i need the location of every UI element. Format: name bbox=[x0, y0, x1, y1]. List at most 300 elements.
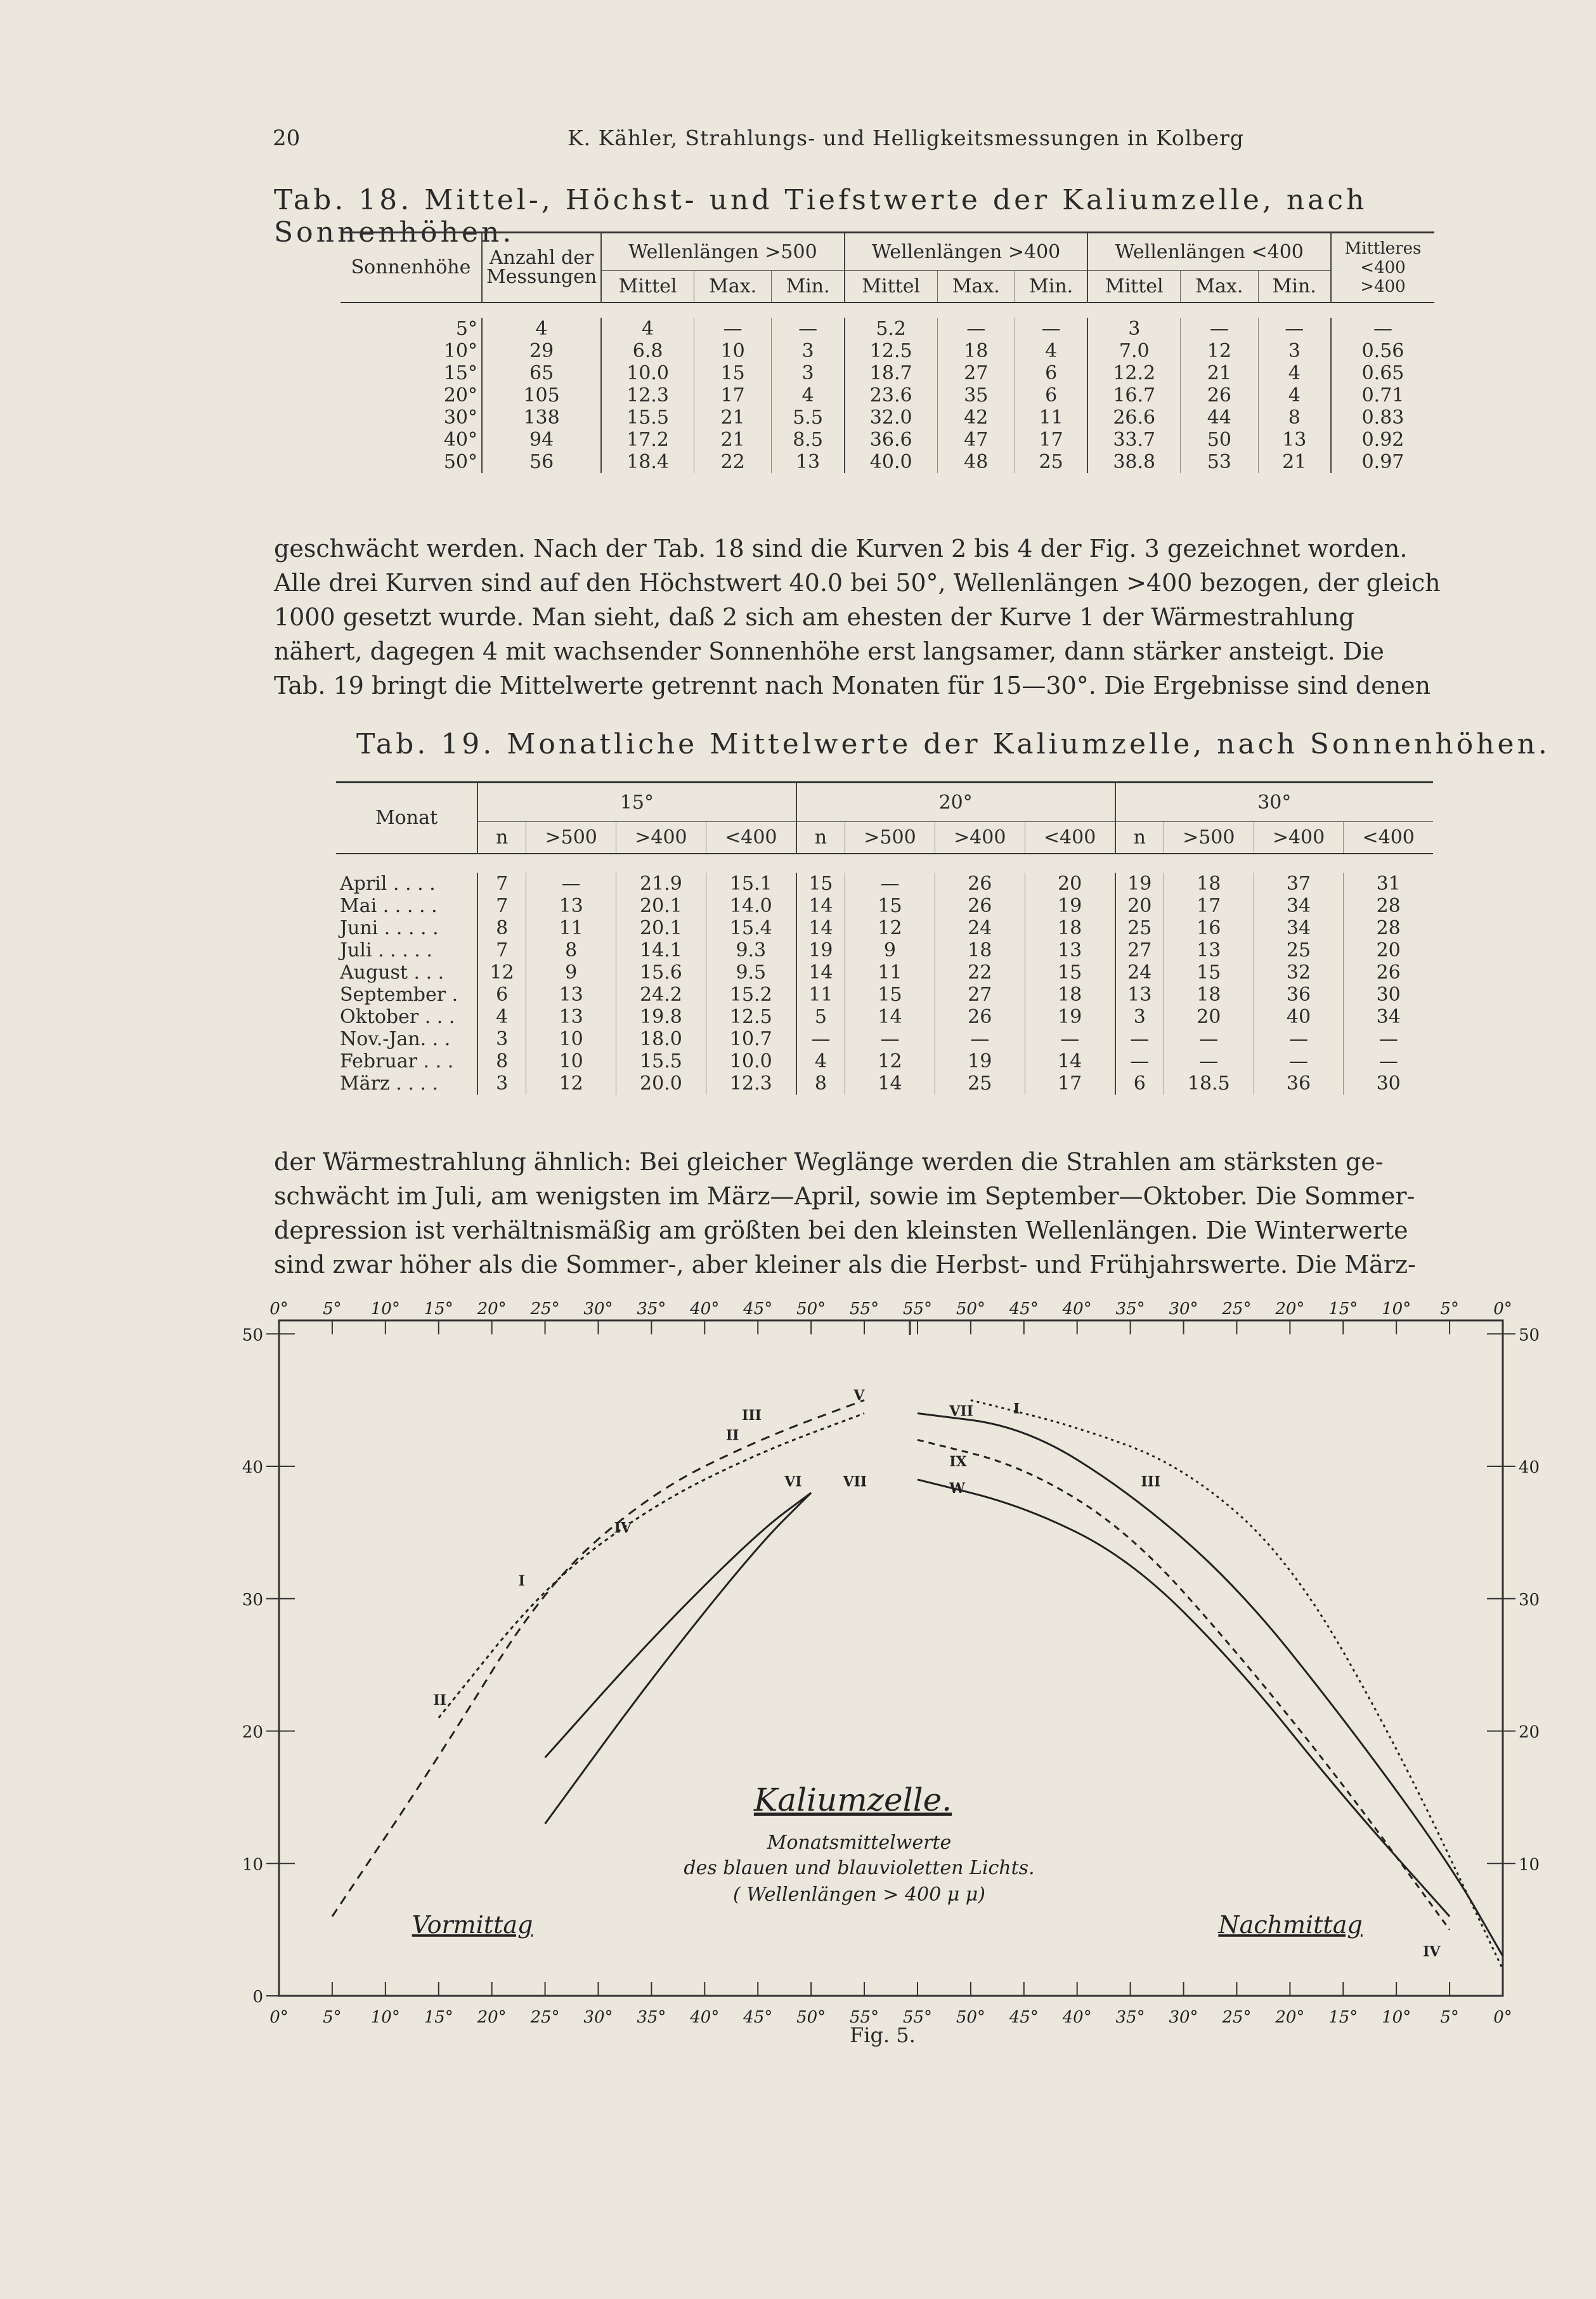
t18-subheader-max: Max. bbox=[937, 271, 1015, 303]
table-cell: 19 bbox=[1025, 895, 1115, 917]
t19-subheader-gt400: >400 bbox=[1254, 822, 1344, 854]
table-cell: 7 bbox=[477, 873, 526, 895]
table-cell: 17 bbox=[1015, 429, 1087, 451]
table-cell: 4 bbox=[1258, 384, 1331, 407]
table-cell: 25 bbox=[1254, 939, 1344, 961]
table-cell: 4 bbox=[477, 1006, 526, 1028]
curve-label: VII bbox=[843, 1473, 867, 1490]
table-cell: 36 bbox=[1254, 1072, 1344, 1095]
t19-header-alt20: 20° bbox=[796, 783, 1115, 822]
table-cell: 27 bbox=[937, 362, 1015, 384]
table-row bbox=[341, 340, 1434, 362]
table-cell: 13 bbox=[1025, 939, 1115, 961]
table-cell: 24 bbox=[935, 917, 1025, 939]
bottom-tick-label: 35° bbox=[1115, 2008, 1145, 2027]
table-cell: 25 bbox=[1015, 451, 1087, 473]
table-cell: 5 bbox=[796, 1006, 845, 1028]
curve-iv-nachmittag- bbox=[971, 1400, 1503, 1970]
table-cell: 0.83 bbox=[1361, 406, 1405, 429]
table-cell: 17 bbox=[694, 384, 772, 407]
t19-header-alt15: 15° bbox=[477, 783, 796, 822]
table-cell: 22 bbox=[694, 451, 772, 473]
top-tick-label: 35° bbox=[1115, 1299, 1145, 1319]
y-tick-label-right: 10 bbox=[1519, 1855, 1540, 1875]
curve-label: III bbox=[742, 1407, 762, 1424]
table-cell: 20.0 bbox=[616, 1072, 706, 1095]
table-cell: 4 bbox=[772, 384, 845, 407]
table-cell: 12.3 bbox=[601, 384, 694, 407]
text-line: Tab. 19 bringt die Mittelwerte getrennt nach Monaten für 15—30°. Die Ergebnisse sind denen bbox=[274, 672, 1431, 700]
table-cell: 48 bbox=[937, 451, 1015, 473]
table-cell: 13 bbox=[1258, 429, 1331, 451]
bottom-tick-label: 5° bbox=[1440, 2008, 1459, 2027]
t18-header-mittleres: Mittleres <400 >400 bbox=[1344, 238, 1422, 296]
top-tick-label: 55° bbox=[902, 1299, 933, 1319]
curve-vii bbox=[545, 1493, 812, 1824]
table-cell: 19.8 bbox=[616, 1006, 706, 1028]
table-cell: 18 bbox=[935, 939, 1025, 961]
table-cell: 94 bbox=[482, 429, 601, 451]
top-tick-label: 55° bbox=[849, 1299, 879, 1319]
table19 bbox=[336, 781, 1433, 1095]
curve-label: V bbox=[853, 1387, 865, 1404]
table-cell: Mai . . . . . bbox=[336, 895, 477, 917]
table19-caption: Tab. 19. Monatliche Mittelwerte der Kaliumzelle, nach Sonnenhöhen. bbox=[356, 728, 1550, 760]
table-cell: 13 bbox=[526, 984, 616, 1006]
table-cell: 42 bbox=[937, 407, 1015, 429]
top-tick-label: 15° bbox=[424, 1299, 453, 1319]
table-cell: 17.2 bbox=[601, 429, 694, 451]
table-cell: 3 bbox=[1115, 1006, 1164, 1028]
table-cell: August . . . bbox=[336, 961, 477, 984]
table-cell: 28 bbox=[1376, 894, 1401, 917]
table-cell: Juni . . . . . bbox=[336, 917, 477, 939]
table-cell: 138 bbox=[482, 407, 601, 429]
table-cell: 14 bbox=[796, 917, 845, 939]
label-afternoon: Nachmittag bbox=[1218, 1911, 1363, 1939]
table-cell: — bbox=[1164, 1050, 1254, 1072]
table-cell: 21 bbox=[694, 407, 772, 429]
table-cell: 19 bbox=[1025, 1006, 1115, 1028]
bottom-tick-label: 50° bbox=[796, 2008, 826, 2027]
bottom-tick-label: 55° bbox=[849, 2008, 879, 2027]
table-cell: 18 bbox=[1025, 917, 1115, 939]
table-cell: 26 bbox=[935, 1006, 1025, 1028]
table-cell: 7 bbox=[477, 939, 526, 961]
t19-subheader-gt400: >400 bbox=[935, 822, 1025, 854]
bottom-tick-label: 15° bbox=[424, 2008, 453, 2027]
paragraph-2 bbox=[274, 1145, 1491, 1282]
table-cell: 18 bbox=[1164, 984, 1254, 1006]
table-cell: 19 bbox=[1115, 873, 1164, 895]
t18-subheader-max: Max. bbox=[694, 271, 772, 303]
table-cell: 24.2 bbox=[616, 984, 706, 1006]
table-cell: 36 bbox=[1254, 984, 1344, 1006]
bottom-tick-label: 40° bbox=[1062, 2008, 1092, 2027]
top-tick-label: 25° bbox=[530, 1299, 560, 1319]
bottom-tick-label: 0° bbox=[269, 2008, 289, 2027]
t19-subheader-lt400: <400 bbox=[1025, 822, 1115, 854]
table-cell: 32.0 bbox=[845, 407, 937, 429]
table-cell: 13 bbox=[772, 451, 845, 473]
curve-label: I bbox=[1013, 1400, 1020, 1417]
table-cell: Nov.-Jan. . . bbox=[336, 1028, 477, 1050]
table-cell: 10.0 bbox=[601, 362, 694, 384]
table-cell: 32 bbox=[1254, 961, 1344, 984]
table-cell: 4 bbox=[1258, 362, 1331, 384]
table-cell: 53 bbox=[1181, 451, 1258, 473]
bottom-tick-label: 55° bbox=[902, 2008, 933, 2027]
table-cell: 15.6 bbox=[616, 961, 706, 984]
table-cell: 19 bbox=[796, 939, 845, 961]
table-cell: 18.4 bbox=[601, 451, 694, 473]
table-cell: 11 bbox=[526, 917, 616, 939]
table-cell: 11 bbox=[1015, 407, 1087, 429]
table-cell: 26 bbox=[935, 873, 1025, 895]
table-cell: — bbox=[1115, 1028, 1164, 1050]
table-cell: 20.1 bbox=[616, 917, 706, 939]
curve-ii-nachmittag- bbox=[918, 1440, 1450, 1929]
table-cell: Juli . . . . . bbox=[336, 939, 477, 961]
top-tick-label: 10° bbox=[1382, 1299, 1411, 1319]
table-cell: 26 bbox=[1376, 961, 1401, 984]
table-cell: — bbox=[1015, 318, 1087, 340]
table-cell: 10 bbox=[526, 1028, 616, 1050]
figure-5-chart bbox=[242, 1287, 1540, 2064]
table-cell: 6 bbox=[1115, 1072, 1164, 1095]
chart-subtitle-3: ( Wellenlängen > 400 μ μ) bbox=[733, 1884, 985, 1906]
table-cell: 18.0 bbox=[616, 1028, 706, 1050]
table-cell: 28 bbox=[1376, 916, 1401, 939]
table-cell: — bbox=[526, 873, 616, 895]
table-row bbox=[336, 1050, 1433, 1072]
curve-label: IV bbox=[614, 1520, 632, 1537]
table-cell: 40° bbox=[341, 429, 482, 451]
table-cell: 18 bbox=[1025, 984, 1115, 1006]
table-cell: 0.65 bbox=[1361, 361, 1405, 384]
table-cell: 4 bbox=[482, 318, 601, 340]
t19-subheader-n: n bbox=[1115, 822, 1164, 854]
table-cell: — bbox=[796, 1028, 845, 1050]
table-cell: — bbox=[694, 318, 772, 340]
bottom-tick-label: 40° bbox=[690, 2008, 720, 2027]
text-line: Alle drei Kurven sind auf den Höchstwert 40.0 bei 50°, Wellenlängen >400 bezogen, der gleich bbox=[274, 569, 1441, 597]
table-cell: 8 bbox=[477, 1050, 526, 1072]
table18-caption: Tab. 18. Mittel-, Höchst- und Tiefstwerte der Kaliumzelle, nach Sonnenhöhen. bbox=[274, 184, 1368, 249]
y-tick-label-right: 30 bbox=[1519, 1590, 1540, 1610]
table-cell: 15.4 bbox=[706, 917, 796, 939]
table-cell: 20.1 bbox=[616, 895, 706, 917]
bottom-tick-label: 45° bbox=[743, 2008, 773, 2027]
table-row bbox=[336, 873, 1433, 895]
top-tick-label: 25° bbox=[1222, 1299, 1252, 1319]
table-cell: 18.7 bbox=[845, 362, 937, 384]
table-cell: 14 bbox=[845, 1006, 935, 1028]
t18-subheader-max: Max. bbox=[1181, 271, 1258, 303]
table-cell: 20 bbox=[1376, 939, 1401, 961]
t18-header-group1: Wellenlängen >500 bbox=[601, 233, 845, 271]
table-cell: — bbox=[935, 1028, 1025, 1050]
table-cell: 15 bbox=[845, 984, 935, 1006]
bottom-tick-label: 5° bbox=[323, 2008, 342, 2027]
table-cell: 6 bbox=[1015, 384, 1087, 407]
t18-subheader-min: Min. bbox=[772, 271, 845, 303]
table-cell: 11 bbox=[796, 984, 845, 1006]
table-cell: 10 bbox=[526, 1050, 616, 1072]
t19-header-alt30: 30° bbox=[1115, 783, 1433, 822]
table-cell: Oktober . . . bbox=[336, 1006, 477, 1028]
table-cell: 10 bbox=[694, 340, 772, 362]
table-cell: 30 bbox=[1376, 983, 1401, 1006]
table-cell: 23.6 bbox=[845, 384, 937, 407]
table-cell: 15 bbox=[694, 362, 772, 384]
table-cell: — bbox=[937, 318, 1015, 340]
table-cell: 38.8 bbox=[1087, 451, 1180, 473]
table-cell: 3 bbox=[1087, 318, 1180, 340]
table-cell: 37 bbox=[1254, 873, 1344, 895]
table-cell: 56 bbox=[482, 451, 601, 473]
table-cell: — bbox=[1164, 1028, 1254, 1050]
table-cell: — bbox=[1258, 318, 1331, 340]
table-cell: 15.2 bbox=[706, 984, 796, 1006]
bottom-tick-label: 35° bbox=[637, 2008, 666, 2027]
table-cell: 14 bbox=[1025, 1050, 1115, 1072]
bottom-tick-label: 15° bbox=[1328, 2008, 1358, 2027]
table-row bbox=[336, 917, 1433, 939]
table-cell: 3 bbox=[477, 1072, 526, 1095]
table-cell: 25 bbox=[1115, 917, 1164, 939]
table-row bbox=[336, 1028, 1433, 1050]
table-cell: 14.0 bbox=[706, 895, 796, 917]
table-cell: 20° bbox=[341, 384, 482, 407]
table-cell: 12.5 bbox=[845, 340, 937, 362]
table-cell: 26 bbox=[935, 895, 1025, 917]
table-cell: — bbox=[1181, 318, 1258, 340]
table-cell: 18.5 bbox=[1164, 1072, 1254, 1095]
table-cell: 11 bbox=[845, 961, 935, 984]
table-cell: 12 bbox=[845, 917, 935, 939]
table-cell: 0.56 bbox=[1361, 339, 1405, 362]
table-row bbox=[336, 895, 1433, 917]
table-cell: 21 bbox=[694, 429, 772, 451]
table-cell: 5° bbox=[341, 318, 482, 340]
table-cell: 26 bbox=[1181, 384, 1258, 407]
table-cell: 47 bbox=[937, 429, 1015, 451]
top-tick-label: 40° bbox=[1062, 1299, 1092, 1319]
table-cell: — bbox=[1115, 1050, 1164, 1072]
bottom-tick-label: 50° bbox=[956, 2008, 985, 2027]
top-tick-label: 30° bbox=[583, 1299, 613, 1319]
curve-label: II bbox=[433, 1691, 446, 1709]
top-tick-label: 15° bbox=[1328, 1299, 1358, 1319]
chart-subtitle-1: Monatsmittelwerte bbox=[767, 1832, 952, 1854]
table-cell: — bbox=[1254, 1028, 1344, 1050]
bottom-tick-label: 10° bbox=[1382, 2008, 1411, 2027]
y-tick-label-left: 50 bbox=[242, 1325, 263, 1345]
table-row bbox=[341, 451, 1434, 473]
bottom-tick-label: 30° bbox=[1169, 2008, 1198, 2027]
running-title: K. Kähler, Strahlungs- und Helligkeitsmessungen in Kolberg bbox=[568, 126, 1244, 150]
table-cell: 20 bbox=[1025, 873, 1115, 895]
y-tick-label-right: 20 bbox=[1519, 1723, 1540, 1742]
top-tick-label: 5° bbox=[323, 1299, 342, 1319]
text-line: depression ist verhältnismäßig am größten bei den kleinsten Wellenlängen. Die Winterwerte bbox=[274, 1216, 1408, 1244]
table-row bbox=[341, 384, 1434, 407]
table-cell: 27 bbox=[935, 984, 1025, 1006]
table-cell: 12 bbox=[477, 961, 526, 984]
table-cell: 8 bbox=[477, 917, 526, 939]
table18 bbox=[341, 231, 1434, 473]
table-cell: 24 bbox=[1115, 961, 1164, 984]
table-cell: 20 bbox=[1164, 1006, 1254, 1028]
table-cell: 0.97 bbox=[1361, 450, 1405, 473]
label-morning: Vormittag bbox=[412, 1911, 533, 1939]
table-cell: 4 bbox=[796, 1050, 845, 1072]
t19-subheader-gt500: >500 bbox=[526, 822, 616, 854]
curve-label: II bbox=[725, 1427, 739, 1444]
table-cell: — bbox=[1379, 1027, 1398, 1050]
table-row bbox=[336, 939, 1433, 961]
table-cell: — bbox=[1379, 1050, 1398, 1072]
top-tick-label: 35° bbox=[637, 1299, 666, 1319]
table-cell: 15.1 bbox=[706, 873, 796, 895]
bottom-tick-label: 20° bbox=[477, 2008, 507, 2027]
text-line: nähert, dagegen 4 mit wachsender Sonnenhöhe erst langsamer, dann stärker ansteigt. Die bbox=[274, 637, 1385, 665]
curve-label: IX bbox=[949, 1454, 967, 1471]
bottom-tick-label: 0° bbox=[1493, 2008, 1512, 2027]
curve-iii bbox=[439, 1414, 864, 1718]
table-cell: 40 bbox=[1254, 1006, 1344, 1028]
table-cell: 9.3 bbox=[706, 939, 796, 961]
table-cell: 34 bbox=[1376, 1005, 1401, 1028]
t19-subheader-gt500: >500 bbox=[1164, 822, 1254, 854]
table-cell: 13 bbox=[1115, 984, 1164, 1006]
bottom-tick-label: 25° bbox=[1222, 2008, 1252, 2027]
table-cell: 15 bbox=[1164, 961, 1254, 984]
table-cell: 30 bbox=[1376, 1072, 1401, 1095]
bottom-tick-label: 20° bbox=[1275, 2008, 1305, 2027]
table-cell: 27 bbox=[1115, 939, 1164, 961]
table-cell: 5.5 bbox=[772, 407, 845, 429]
table-cell: 12 bbox=[845, 1050, 935, 1072]
table-cell: 6.8 bbox=[601, 340, 694, 362]
table-cell: 29 bbox=[482, 340, 601, 362]
top-tick-label: 0° bbox=[269, 1299, 289, 1319]
table-cell: 7.0 bbox=[1087, 340, 1180, 362]
bottom-tick-label: 30° bbox=[583, 2008, 613, 2027]
table-cell: 10.7 bbox=[706, 1028, 796, 1050]
table-cell: 12.5 bbox=[706, 1006, 796, 1028]
t19-subheader-n: n bbox=[477, 822, 526, 854]
t18-subheader-min: Min. bbox=[1015, 271, 1087, 303]
chart-subtitle-2: des blauen und blauvioletten Lichts. bbox=[684, 1857, 1035, 1879]
table-cell: 15 bbox=[796, 873, 845, 895]
table-cell: 8.5 bbox=[772, 429, 845, 451]
table-cell: 14.1 bbox=[616, 939, 706, 961]
table-cell: 4 bbox=[1015, 340, 1087, 362]
page-number: 20 bbox=[273, 126, 301, 151]
table-cell: 0.92 bbox=[1361, 428, 1405, 451]
table-cell: 50 bbox=[1181, 429, 1258, 451]
table-cell: 31 bbox=[1376, 872, 1401, 895]
table-cell: 4 bbox=[601, 318, 694, 340]
table-cell: 15 bbox=[845, 895, 935, 917]
y-tick-label-left: 40 bbox=[242, 1458, 263, 1478]
text-line: der Wärmestrahlung ähnlich: Bei gleicher Weglänge werden die Strahlen am stärksten ge- bbox=[274, 1148, 1384, 1176]
table-cell: 0.71 bbox=[1361, 384, 1405, 407]
t18-header-group3: Wellenlängen <400 bbox=[1087, 233, 1331, 271]
table-cell: — bbox=[1025, 1028, 1115, 1050]
table-cell: 22 bbox=[935, 961, 1025, 984]
table-row bbox=[341, 362, 1434, 384]
t18-subheader-min: Min. bbox=[1258, 271, 1331, 303]
table-cell: — bbox=[772, 318, 845, 340]
table-cell: 65 bbox=[482, 362, 601, 384]
top-tick-label: 20° bbox=[1275, 1299, 1305, 1319]
table-row bbox=[341, 318, 1434, 340]
table-cell: 6 bbox=[477, 984, 526, 1006]
table-cell: 19 bbox=[935, 1050, 1025, 1072]
y-tick-label-left: 20 bbox=[242, 1723, 263, 1742]
t19-subheader-n: n bbox=[796, 822, 845, 854]
table-cell: 9 bbox=[845, 939, 935, 961]
table-cell: 12 bbox=[1181, 340, 1258, 362]
table-cell: 3 bbox=[1258, 340, 1331, 362]
table-cell: April . . . . bbox=[336, 873, 477, 895]
table-cell: 50° bbox=[341, 451, 482, 473]
table-cell: 3 bbox=[772, 362, 845, 384]
table-cell: 14 bbox=[796, 895, 845, 917]
t18-subheader-mittel: Mittel bbox=[1087, 271, 1180, 303]
top-tick-label: 0° bbox=[1493, 1299, 1512, 1319]
table-cell: 13 bbox=[526, 895, 616, 917]
top-tick-label: 20° bbox=[477, 1299, 507, 1319]
table-cell: 34 bbox=[1254, 895, 1344, 917]
table-row bbox=[341, 407, 1434, 429]
t18-subheader-mittel: Mittel bbox=[845, 271, 937, 303]
table-cell: 44 bbox=[1181, 407, 1258, 429]
bottom-ticks bbox=[269, 1982, 1512, 2027]
t18-subheader-mittel: Mittel bbox=[601, 271, 694, 303]
table-cell: 25 bbox=[935, 1072, 1025, 1095]
table-row bbox=[336, 984, 1433, 1006]
y-tick-label-left: 10 bbox=[242, 1855, 263, 1875]
t19-subheader-lt400: <400 bbox=[706, 822, 796, 854]
curve-label: III bbox=[1141, 1473, 1161, 1490]
t19-subheader-gt500: >500 bbox=[845, 822, 935, 854]
table-cell: 16.7 bbox=[1087, 384, 1180, 407]
t18-header-sonnenhoehe: Sonnenhöhe bbox=[341, 233, 482, 303]
text-line: sind zwar höher als die Sommer-, aber kleiner als die Herbst- und Frühjahrswerte. Die März- bbox=[274, 1251, 1416, 1279]
table-cell: 17 bbox=[1025, 1072, 1115, 1095]
t19-subheader-lt400: <400 bbox=[1362, 826, 1415, 849]
table-cell: 10° bbox=[341, 340, 482, 362]
top-tick-label: 45° bbox=[1009, 1299, 1039, 1319]
y-tick-label-right: 40 bbox=[1519, 1458, 1540, 1478]
y-tick-label-left: 0 bbox=[252, 1988, 263, 2007]
table-cell: 33.7 bbox=[1087, 429, 1180, 451]
table-cell: 6 bbox=[1015, 362, 1087, 384]
curve-label: VI bbox=[784, 1473, 802, 1490]
table-cell: 3 bbox=[772, 340, 845, 362]
table-cell: Februar . . . bbox=[336, 1050, 477, 1072]
y-tick-label-right: 50 bbox=[1519, 1325, 1540, 1345]
table-cell: 8 bbox=[796, 1072, 845, 1095]
table-cell: 40.0 bbox=[845, 451, 937, 473]
table-cell: 15 bbox=[1025, 961, 1115, 984]
table-cell: 10.0 bbox=[706, 1050, 796, 1072]
table-cell: 8 bbox=[1258, 407, 1331, 429]
